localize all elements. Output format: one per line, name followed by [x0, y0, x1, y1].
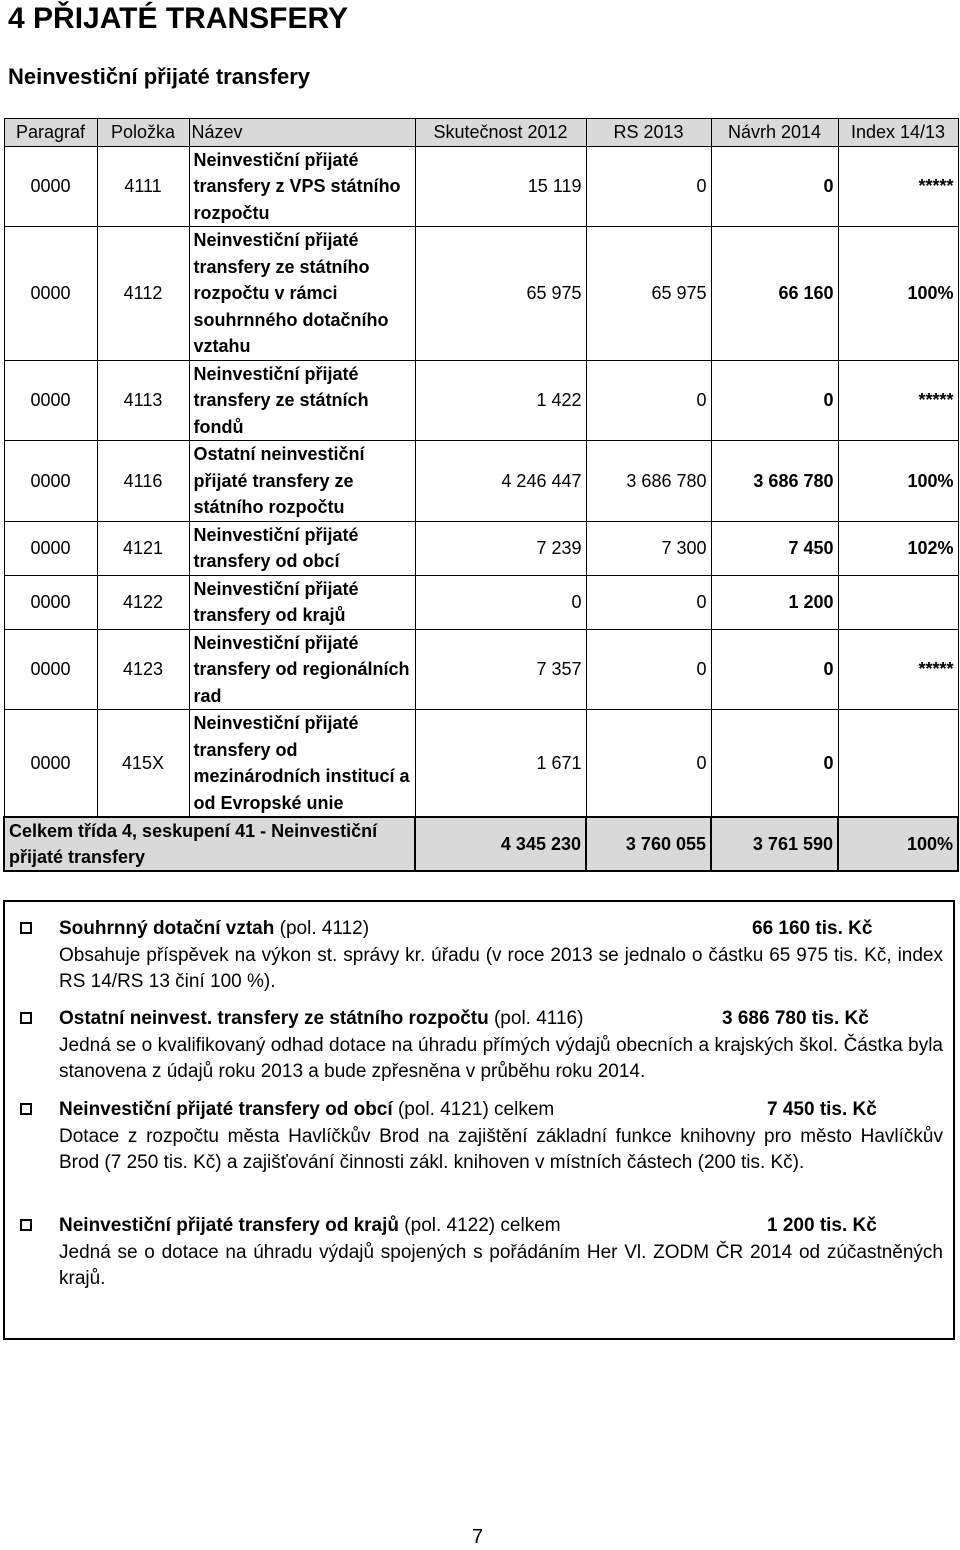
cell-skutecnost: 65 975	[415, 227, 586, 361]
cell-skutecnost: 7 357	[415, 629, 586, 710]
cell-index: 100%	[838, 227, 958, 361]
table-row	[4, 710, 958, 818]
note-amount: 66 160 tis. Kč	[752, 918, 873, 939]
note-heading	[5, 1006, 953, 1033]
total-index: 100%	[838, 817, 958, 871]
cell-paragraf: 0000	[4, 360, 97, 441]
note-text: Obsahuje příspěvek na výkon st. správy kr. úřadu (v roce 2013 se jednalo o částku 65 975 tis. Kč, index RS 14/RS 13 činí 100 %).	[59, 944, 943, 992]
table-row	[4, 146, 958, 227]
total-skutecnost: 4 345 230	[415, 817, 586, 871]
cell-paragraf: 0000	[4, 710, 97, 818]
cell-skutecnost: 4 246 447	[415, 441, 586, 522]
note-title: Souhrnný dotační vztah	[59, 918, 275, 939]
cell-paragraf: 0000	[4, 629, 97, 710]
cell-navrh: 0	[711, 146, 838, 227]
note-pol: (pol. 4122) celkem	[404, 1215, 561, 1236]
cell-polozka: 4123	[97, 629, 189, 710]
notes-box	[3, 900, 955, 1340]
cell-polozka: 4116	[97, 441, 189, 522]
total-rs: 3 760 055	[586, 817, 711, 871]
transfers-table	[3, 118, 959, 872]
cell-polozka: 415X	[97, 710, 189, 818]
cell-rs: 65 975	[586, 227, 711, 361]
cell-nazev: Neinvestiční přijaté transfery ze státních fondů	[189, 360, 415, 441]
page-title: 4 PŘIJATÉ TRANSFERY	[8, 2, 349, 35]
note-title: Neinvestiční přijaté transfery od obcí	[59, 1099, 393, 1120]
cell-paragraf: 0000	[4, 521, 97, 575]
note-heading	[5, 916, 953, 943]
note-pol: (pol. 4116)	[493, 1008, 584, 1029]
page-number: 7	[472, 1526, 484, 1548]
cell-index: *****	[838, 360, 958, 441]
cell-rs: 0	[586, 360, 711, 441]
header-polozka: Položka	[97, 119, 189, 147]
cell-polozka: 4112	[97, 227, 189, 361]
total-navrh: 3 761 590	[711, 817, 838, 871]
cell-navrh: 0	[711, 629, 838, 710]
cell-index: *****	[838, 629, 958, 710]
cell-paragraf: 0000	[4, 146, 97, 227]
header-skutecnost: Skutečnost 2012	[415, 119, 586, 147]
note-souhrnny-dotacni-vztah	[5, 916, 953, 996]
cell-skutecnost: 7 239	[415, 521, 586, 575]
cell-polozka: 4121	[97, 521, 189, 575]
note-text: Jedná se o dotace na úhradu výdajů spojených s pořádáním Her Vl. ZODM ČR 2014 od zúčastněných krajů.	[59, 1241, 943, 1289]
cell-skutecnost: 1 422	[415, 360, 586, 441]
cell-polozka: 4122	[97, 575, 189, 629]
cell-index: 102%	[838, 521, 958, 575]
note-ostatni-neinvest	[5, 1006, 953, 1086]
header-rs: RS 2013	[586, 119, 711, 147]
cell-rs: 0	[586, 575, 711, 629]
cell-navrh: 0	[711, 360, 838, 441]
table-row	[4, 360, 958, 441]
cell-nazev: Neinvestiční přijaté transfery z VPS státního rozpočtu	[189, 146, 415, 227]
note-pol: (pol. 4121) celkem	[397, 1099, 555, 1120]
cell-paragraf: 0000	[4, 441, 97, 522]
cell-navrh: 1 200	[711, 575, 838, 629]
cell-paragraf: 0000	[4, 227, 97, 361]
note-transfery-od-kraju	[5, 1213, 953, 1293]
note-title: Ostatní neinvest. transfery ze státního rozpočtu	[59, 1008, 489, 1029]
cell-rs: 0	[586, 629, 711, 710]
table-row	[4, 521, 958, 575]
section-subtitle: Neinvestiční přijaté transfery	[8, 64, 311, 89]
table-row	[4, 227, 958, 361]
cell-rs: 3 686 780	[586, 441, 711, 522]
note-heading	[5, 1097, 953, 1124]
cell-skutecnost: 1 671	[415, 710, 586, 818]
cell-nazev: Ostatní neinvestiční přijaté transfery ze státního rozpočtu	[189, 441, 415, 522]
cell-rs: 0	[586, 710, 711, 818]
table-row	[4, 575, 958, 629]
note-pol: (pol. 4112)	[279, 918, 370, 939]
cell-nazev: Neinvestiční přijaté transfery od krajů	[189, 575, 415, 629]
cell-polozka: 4111	[97, 146, 189, 227]
cell-index	[838, 710, 958, 818]
note-text: Jedná se o kvalifikovaný odhad dotace na úhradu přímých výdajů obecních a krajských škol. Částka byla stanovena z údajů roku 2013 a bude zpřesněna v průběhu roku 2014.	[59, 1034, 943, 1082]
note-amount: 7 450 tis. Kč	[767, 1099, 877, 1120]
note-heading	[5, 1213, 953, 1240]
note-transfery-od-obci	[5, 1097, 953, 1177]
header-paragraf: Paragraf	[4, 119, 97, 147]
cell-index	[838, 575, 958, 629]
note-amount: 3 686 780 tis. Kč	[722, 1008, 869, 1029]
table-total-row	[4, 817, 958, 871]
header-nazev: Název	[189, 119, 415, 147]
note-amount: 1 200 tis. Kč	[767, 1215, 877, 1236]
cell-rs: 0	[586, 146, 711, 227]
cell-nazev: Neinvestiční přijaté transfery od obcí	[189, 521, 415, 575]
header-navrh: Návrh 2014	[711, 119, 838, 147]
cell-index: *****	[838, 146, 958, 227]
note-text: Dotace z rozpočtu města Havlíčkův Brod na zajištění základní funkce knihovny pro město Havlíčkův Brod (7 250 tis. Kč) a zajišťování činnosti zákl. knihoven v místních částech (200 tis. Kč).	[59, 1125, 943, 1173]
cell-rs: 7 300	[586, 521, 711, 575]
cell-paragraf: 0000	[4, 575, 97, 629]
cell-polozka: 4113	[97, 360, 189, 441]
cell-navrh: 0	[711, 710, 838, 818]
cell-navrh: 66 160	[711, 227, 838, 361]
table-row	[4, 441, 958, 522]
cell-skutecnost: 0	[415, 575, 586, 629]
note-title: Neinvestiční přijaté transfery od krajů	[59, 1215, 400, 1236]
cell-navrh: 7 450	[711, 521, 838, 575]
cell-nazev: Neinvestiční přijaté transfery ze státního rozpočtu v rámci souhrnného dotačního vztahu	[189, 227, 415, 361]
table-header-row	[4, 119, 958, 147]
cell-index: 100%	[838, 441, 958, 522]
cell-nazev: Neinvestiční přijaté transfery od mezinárodních institucí a od Evropské unie	[189, 710, 415, 818]
table-row	[4, 629, 958, 710]
cell-navrh: 3 686 780	[711, 441, 838, 522]
total-label: Celkem třída 4, seskupení 41 - Neinvestiční přijaté transfery	[4, 817, 415, 871]
header-index: Index 14/13	[838, 119, 958, 147]
cell-skutecnost: 15 119	[415, 146, 586, 227]
cell-nazev: Neinvestiční přijaté transfery od regionálních rad	[189, 629, 415, 710]
